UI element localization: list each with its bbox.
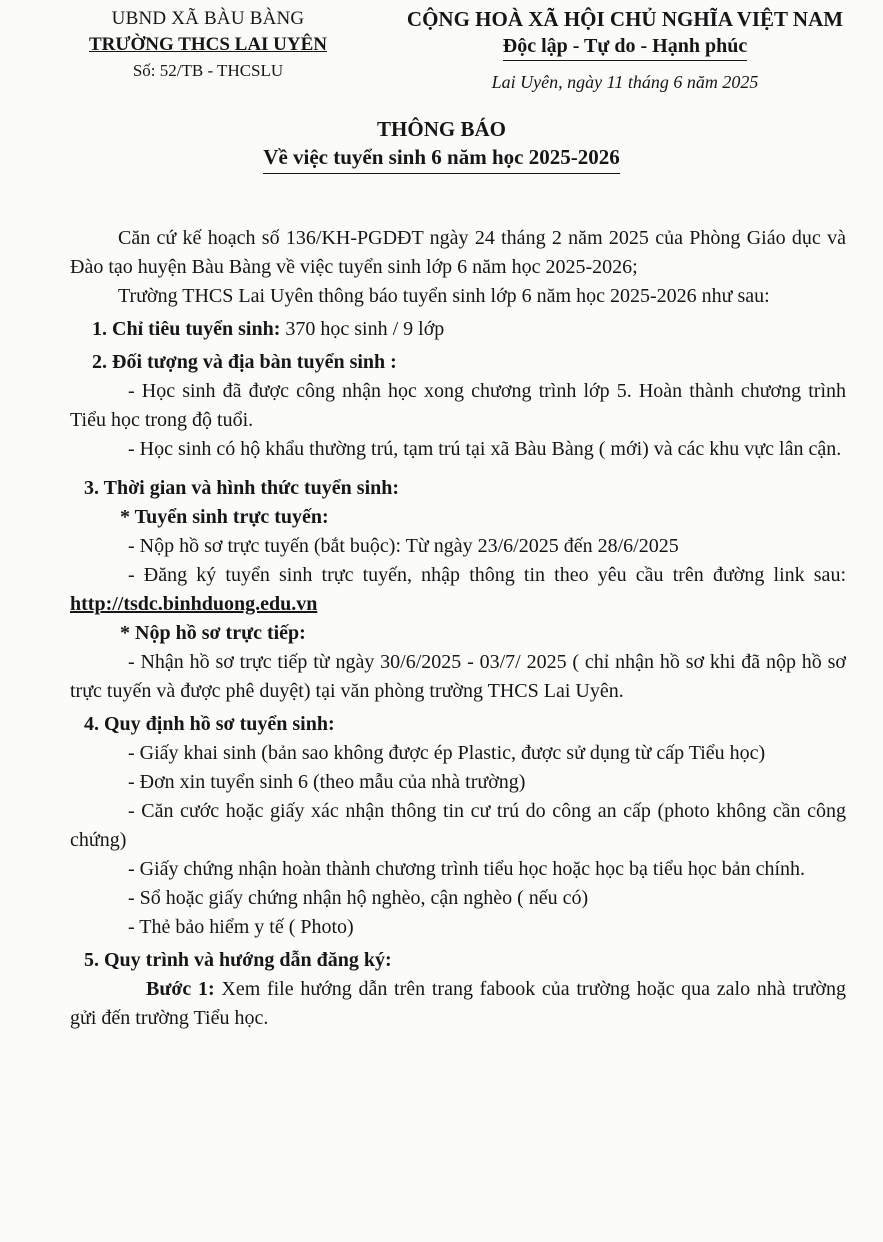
intro-paragraph-2: Trường THCS Lai Uyên thông báo tuyển sinh lớp 6 năm học 2025-2026 như sau: bbox=[118, 285, 770, 307]
section-4-item-3: - Căn cước hoặc giấy xác nhận thông tin cư trú do công an cấp (photo không cần công chứng) bbox=[70, 800, 846, 851]
intro-paragraph-1: Căn cứ kế hoạch số 136/KH-PGDĐT ngày 24 tháng 2 năm 2025 của Phòng Giáo dục và Đào tạo huyện Bàu Bàng về việc tuyển sinh lớp 6 năm học 2025-2026; bbox=[70, 227, 846, 278]
section-1: 1. Chỉ tiêu tuyển sinh: 370 học sinh / 9 lớp bbox=[92, 318, 445, 340]
document-subtitle: Về việc tuyển sinh 6 năm học 2025-2026 bbox=[0, 143, 883, 174]
place-date: Lai Uyên, ngày 11 tháng 6 năm 2025 bbox=[491, 72, 759, 92]
section-4-heading: 4. Quy định hồ sơ tuyển sinh: bbox=[84, 713, 335, 735]
section-4-item-6: - Thẻ bảo hiểm y tế ( Photo) bbox=[128, 916, 354, 938]
section-4-item-1: - Giấy khai sinh (bản sao không được ép Plastic, được sử dụng từ cấp Tiểu học) bbox=[128, 742, 766, 764]
section-5-heading: 5. Quy trình và hướng dẫn đăng ký: bbox=[84, 949, 392, 971]
national-motto: Độc lập - Tự do - Hạnh phúc bbox=[503, 32, 747, 61]
section-5-step-1: Bước 1: Xem file hướng dẫn trên trang fabook của trường hoặc qua zalo nhà trường gửi đến trường Tiểu học. bbox=[70, 978, 847, 1029]
document-body bbox=[70, 224, 846, 1033]
direct-item-1: - Nhận hồ sơ trực tiếp từ ngày 30/6/2025 - 03/7/ 2025 ( chỉ nhận hồ sơ khi đã nộp hồ sơ trực tuyến và được phê duyệt) tại văn phòng trường THCS Lai Uyên. bbox=[70, 651, 846, 702]
online-heading: * Tuyển sinh trực tuyến: bbox=[120, 506, 329, 528]
section-2-item-2: - Học sinh có hộ khẩu thường trú, tạm trú tại xã Bàu Bàng ( mới) và các khu vực lân cận. bbox=[128, 438, 842, 460]
issuer-authority: UBND XÃ BÀU BÀNG bbox=[111, 8, 305, 29]
section-2-heading: 2. Đối tượng và địa bàn tuyển sinh : bbox=[92, 351, 397, 373]
online-item-2: - Đăng ký tuyển sinh trực tuyến, nhập thông tin theo yêu cầu trên đường link sau: http://tsdc.binhduong.edu.vn bbox=[70, 564, 846, 615]
section-4-item-5: - Sổ hoặc giấy chứng nhận hộ nghèo, cận nghèo ( nếu có) bbox=[128, 887, 589, 909]
section-4-item-2: - Đơn xin tuyển sinh 6 (theo mẫu của nhà trường) bbox=[128, 771, 526, 793]
registration-link[interactable]: http://tsdc.binhduong.edu.vn bbox=[70, 593, 318, 615]
section-2-item-1: - Học sinh đã được công nhận học xong chương trình lớp 5. Hoàn thành chương trình Tiểu học trong độ tuổi. bbox=[70, 380, 846, 431]
national-name: CỘNG HOÀ XÃ HỘI CHỦ NGHĨA VIỆT NAM bbox=[406, 7, 844, 31]
section-4-item-4: - Giấy chứng nhận hoàn thành chương trình tiểu học hoặc học bạ tiểu học bản chính. bbox=[128, 858, 806, 880]
issuer-school: TRƯỜNG THCS LAI UYÊN bbox=[88, 34, 328, 55]
section-3-heading: 3. Thời gian và hình thức tuyển sinh: bbox=[84, 477, 400, 499]
direct-heading: * Nộp hồ sơ trực tiếp: bbox=[120, 622, 306, 644]
national-motto-block bbox=[375, 6, 875, 97]
online-item-1: - Nộp hồ sơ trực tuyến (bắt buộc): Từ ngày 23/6/2025 đến 28/6/2025 bbox=[128, 535, 679, 557]
issuer-block bbox=[58, 6, 358, 84]
document-number: Số: 52/TB - THCSLU bbox=[132, 61, 284, 80]
document-title: THÔNG BÁO bbox=[377, 117, 506, 141]
